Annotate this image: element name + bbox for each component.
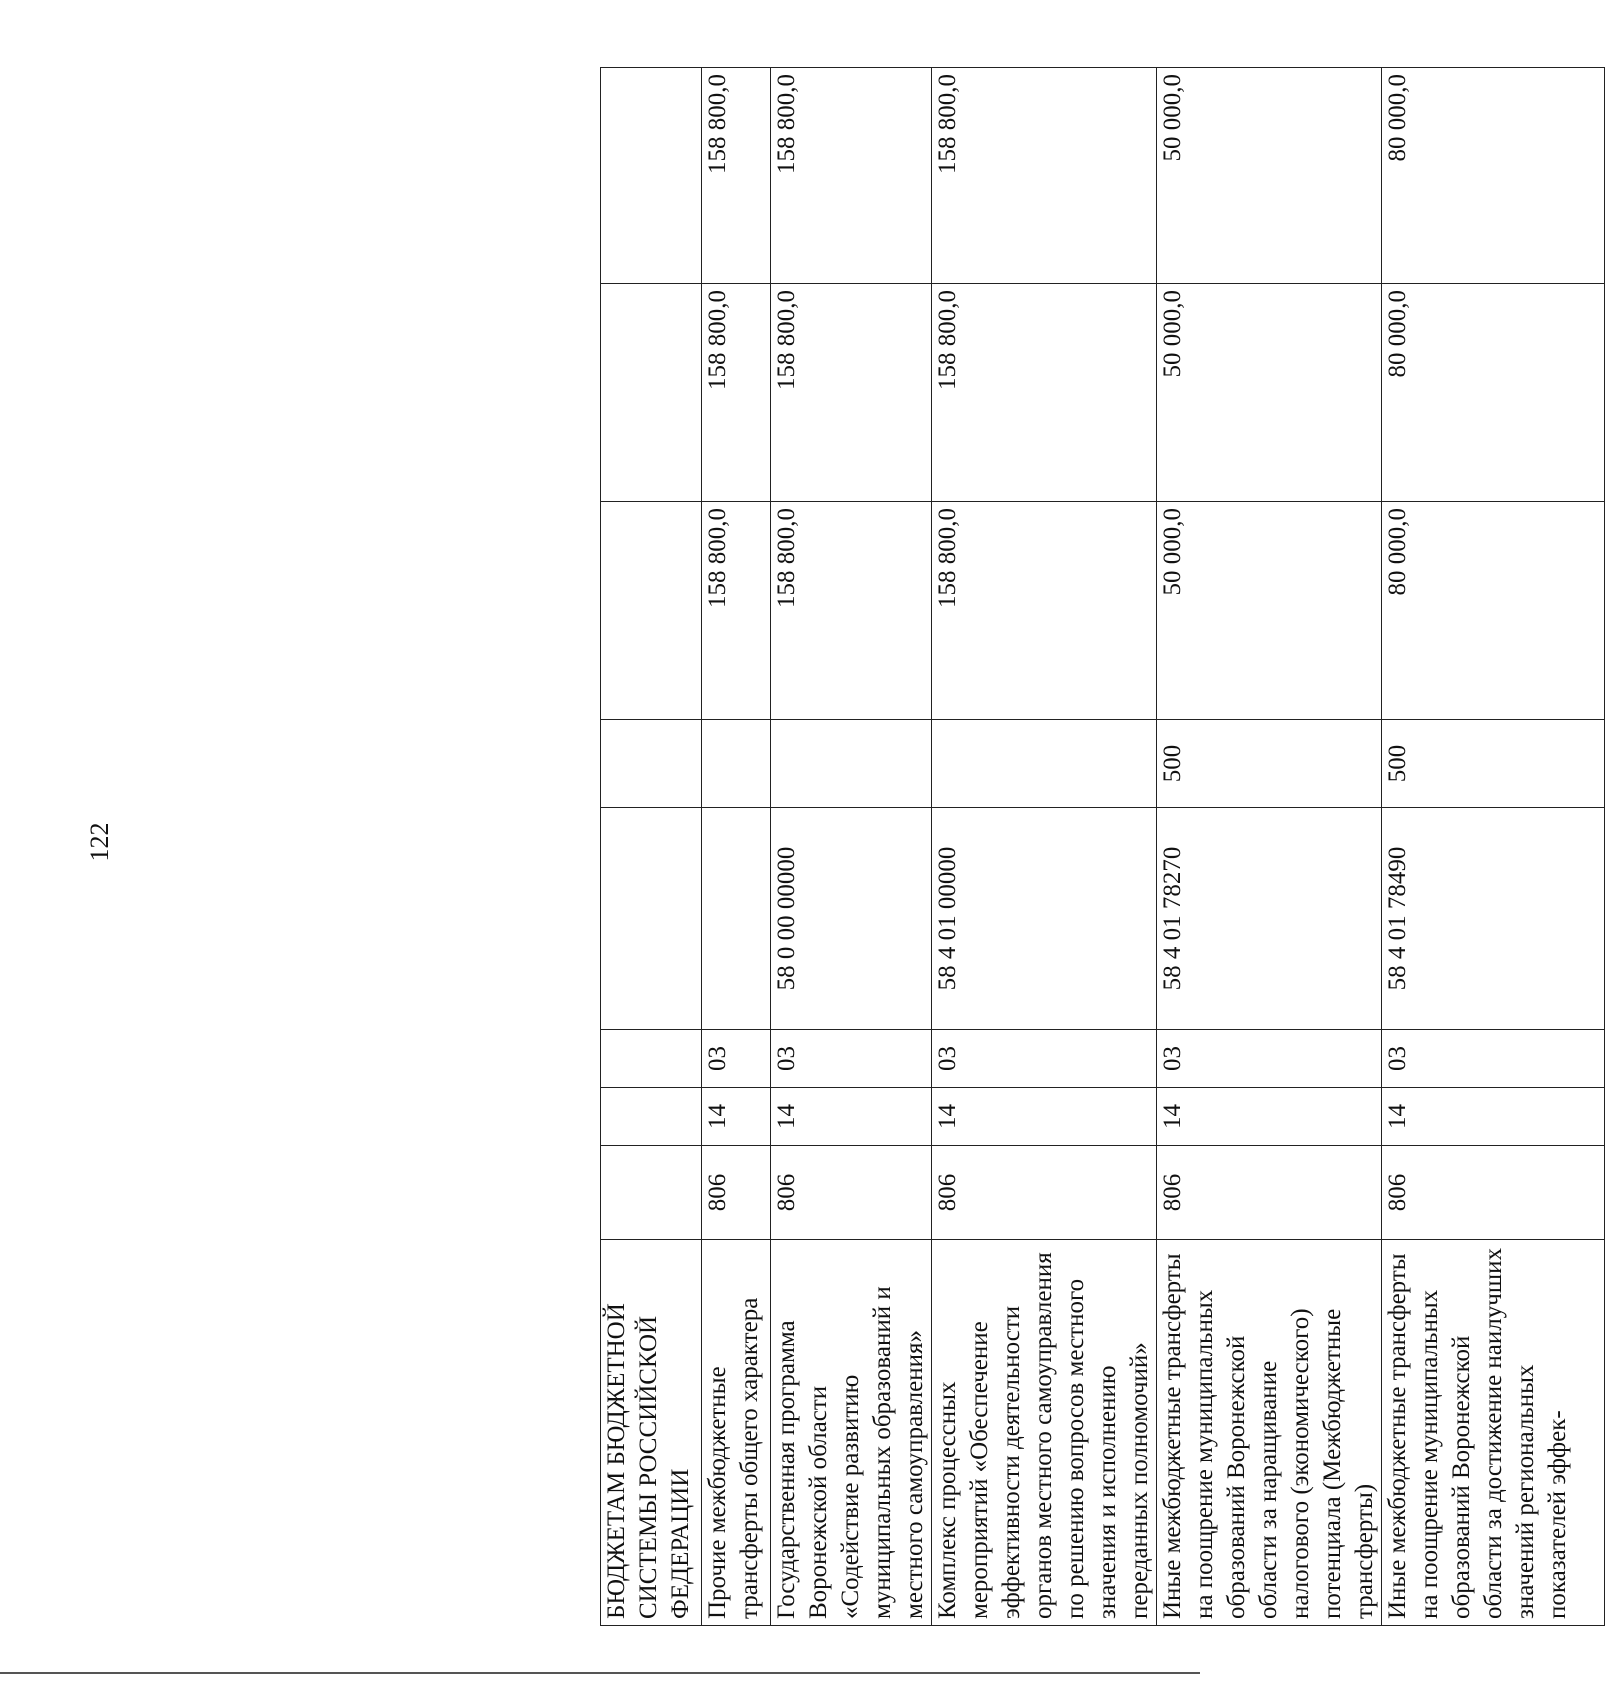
subsection-code: 03 — [1382, 1030, 1605, 1088]
expense-type-code — [771, 720, 932, 808]
table-row — [932, 68, 1157, 1626]
budget-table-container — [600, 68, 1571, 1626]
table-row — [1382, 68, 1605, 1626]
row-name: Иные межбюджетные трансферты на поощрение муниципальных образований Воронежской области за достижение наилучших значений региональных показателей эффек- — [1382, 1240, 1605, 1626]
table-row — [702, 68, 771, 1626]
empty-cell — [601, 720, 702, 808]
amount-year-1: 158 800,0 — [702, 502, 771, 720]
grbs-code: 806 — [702, 1146, 771, 1240]
amount-year-3: 158 800,0 — [932, 68, 1157, 284]
amount-year-2: 158 800,0 — [702, 284, 771, 502]
section-heading-row — [601, 68, 702, 1626]
amount-year-2: 80 000,0 — [1382, 284, 1605, 502]
amount-year-2: 158 800,0 — [771, 284, 932, 502]
subsection-code: 03 — [1157, 1030, 1382, 1088]
table-row — [1157, 68, 1382, 1626]
amount-year-3: 50 000,0 — [1157, 68, 1382, 284]
row-name: Комплекс процессных мероприятий «Обеспечение эффективности деятельности органов местного самоуправления по решению вопросов местного значения и исполнению переданных полномочий» — [932, 1240, 1157, 1626]
amount-year-3: 80 000,0 — [1382, 68, 1605, 284]
page-bottom-rule — [0, 1672, 1200, 1674]
section-code: 14 — [932, 1088, 1157, 1146]
table-row — [771, 68, 932, 1626]
empty-cell — [601, 284, 702, 502]
amount-year-1: 80 000,0 — [1382, 502, 1605, 720]
target-code: 58 4 01 78270 — [1157, 808, 1382, 1030]
subsection-code: 03 — [702, 1030, 771, 1088]
empty-cell — [601, 1146, 702, 1240]
expense-type-code — [702, 720, 771, 808]
target-code — [702, 808, 771, 1030]
grbs-code: 806 — [932, 1146, 1157, 1240]
section-code: 14 — [1157, 1088, 1382, 1146]
row-name: Иные межбюджетные трансферты на поощрение муниципальных образований Воронежской области за наращивание налогового (экономического) потенциала (Межбюджетные трансферты) — [1157, 1240, 1382, 1626]
section-code: 14 — [702, 1088, 771, 1146]
subsection-code: 03 — [771, 1030, 932, 1088]
subsection-code: 03 — [932, 1030, 1157, 1088]
row-name: Государственная программа Воронежской области «Содействие развитию муниципальных образований и местного самоуправления» — [771, 1240, 932, 1626]
amount-year-1: 50 000,0 — [1157, 502, 1382, 720]
target-code: 58 4 01 00000 — [932, 808, 1157, 1030]
grbs-code: 806 — [1157, 1146, 1382, 1240]
target-code: 58 0 00 00000 — [771, 808, 932, 1030]
amount-year-2: 158 800,0 — [932, 284, 1157, 502]
expense-type-code: 500 — [1382, 720, 1605, 808]
empty-cell — [601, 502, 702, 720]
empty-cell — [601, 1030, 702, 1088]
amount-year-2: 50 000,0 — [1157, 284, 1382, 502]
amount-year-1: 158 800,0 — [771, 502, 932, 720]
budget-table — [600, 67, 1605, 1626]
row-name: Прочие межбюджетные трансферты общего характера — [702, 1240, 771, 1626]
amount-year-3: 158 800,0 — [771, 68, 932, 284]
empty-cell — [601, 808, 702, 1030]
grbs-code: 806 — [1382, 1146, 1605, 1240]
section-code: 14 — [1382, 1088, 1605, 1146]
expense-type-code: 500 — [1157, 720, 1382, 808]
grbs-code: 806 — [771, 1146, 932, 1240]
page-number: 122 — [85, 822, 114, 862]
empty-cell — [601, 68, 702, 284]
section-heading: БЮДЖЕТАМ БЮДЖЕТНОЙ СИСТЕМЫ РОССИЙСКОЙ ФЕДЕРАЦИИ — [601, 1240, 702, 1626]
section-code: 14 — [771, 1088, 932, 1146]
expense-type-code — [932, 720, 1157, 808]
empty-cell — [601, 1088, 702, 1146]
amount-year-3: 158 800,0 — [702, 68, 771, 284]
amount-year-1: 158 800,0 — [932, 502, 1157, 720]
target-code: 58 4 01 78490 — [1382, 808, 1605, 1030]
